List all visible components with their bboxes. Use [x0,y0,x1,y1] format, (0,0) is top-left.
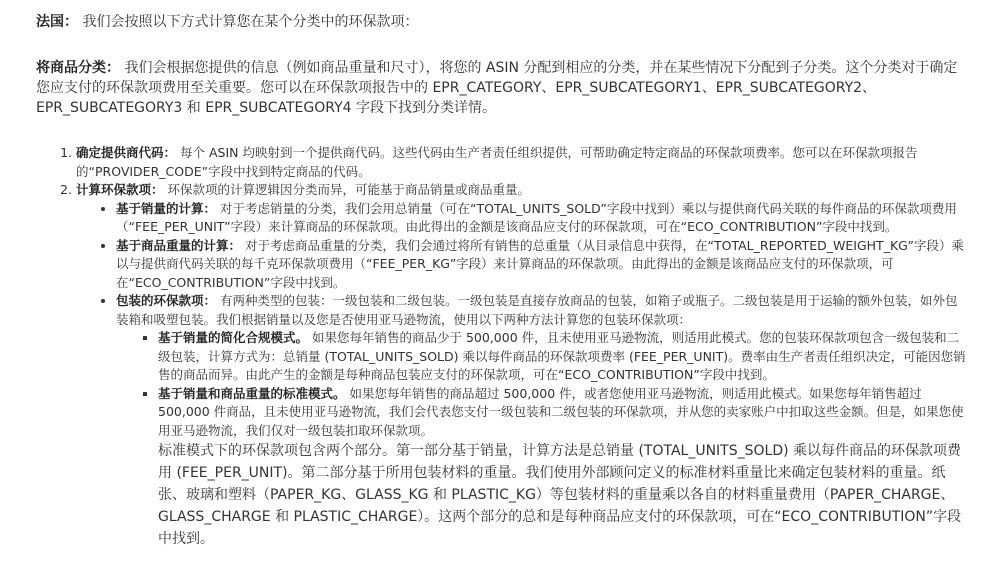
mode-label: 基于销量的简化合规模式。 [158,330,309,345]
mode-label: 基于销量和商品重量的标准模式。 [158,385,346,401]
calculation-methods-list [76,200,968,551]
mode-standard [158,385,968,551]
step-label: 确定提供商代码： [76,145,177,160]
method-text: 对于考虑销量的分类，我们会用总销量（可在“TOTAL_UNITS_SOLD”字段中找到）乘以与提供商代码关联的每件商品的环保款项费用（“FEE_PER_UNIT”字段）来计算商品的环保款项。由此得出的金额是该商品应支付的环保款项，可在“ECO_CONTRIBUTION”字段中找到。 [116,200,957,234]
packaging-modes-list [116,329,968,550]
intro-paragraph [36,12,968,32]
mode-text: 如果您每年销售的商品少于 500,000 件，且未使用亚马逊物流，则适用此模式。您的包装环保款项包含一级包装和二级包装，计算方式为：总销量 (TOTAL_UNITS_SOLD) 乘以每件商品的环保款项费率 (FEE_PER_UNIT)。费率由生产者责任组织决定，可能因您销售的商品而异。由此产生的金额是每种商品包装应支付的环保款项，可在“ECO_CONTRIBUTION”字段中找到。 [158,330,966,382]
steps-list [36,144,968,550]
mode-standard-detail: 标准模式下的环保款项包含两个部分。第一部分基于销量，计算方法是总销量 (TOTAL_UNITS_SOLD) 乘以每件商品的环保款项费用 (FEE_PER_UNIT)。第二部分基于所用包装材料的重量。我们使用外部顾问定义的标准材料重量比来确定包装材料的重量。纸张、玻璃和塑料（PAPER_KG、GLASS_KG 和 PLASTIC_KG）等包装材料的重量乘以各自的材料重量费用（PAPER_CHARGE、GLASS_CHARGE 和 PLASTIC_CHARGE）。这两个部分的总和是每种商品应支付的环保款项，可在“ECO_CONTRIBUTION”字段中找到。 [158,443,962,547]
categorize-label: 将商品分类： [36,60,120,76]
method-label: 包装的环保款项： [116,293,217,308]
intro-label: 法国： [36,14,78,30]
mode-simplified [158,329,968,385]
method-text: 对于考虑商品重量的分类，我们会通过将所有销售的总重量（从目录信息中获得，在“TOTAL_REPORTED_WEIGHT_KG”字段）乘以与提供商代码关联的每千克环保款项费用（“FEE_PER_KG”字段）来计算商品的环保款项。由此得出的金额是该商品应支付的环保款项，可在“ECO_CONTRIBUTION”字段中找到。 [116,237,965,290]
step-text: 环保款项的计算逻辑因分类而异，可能基于商品销量或商品重量。 [167,182,531,197]
step-calculate [76,181,968,550]
method-text: 有两种类型的包装：一级包装和二级包装。一级包装是直接存放商品的包装，如箱子或瓶子。二级包装是用于运输的额外包装，如外包装箱和吸塑包装。我们根据销量以及您是否使用亚马逊物流，使用以下两种方法计算您的包装环保款项： [116,293,958,327]
intro-text: 我们会按照以下方式计算您在某个分类中的环保款项： [82,14,419,30]
step-provider-code [76,144,968,181]
mode-text: 如果您每年销售的商品超过 500,000 件，或者您使用亚马逊物流，则适用此模式。如果您每年销售超过 500,000 件商品，且未使用亚马逊物流，我们会代表您支付一级包装和二级包装的环保款项，并从您的卖家账户中扣取这些金额。但是，如果您使用亚马逊物流，我们仅对一级包装扣取环保款项。 [158,385,964,438]
method-by-units [116,200,968,237]
method-by-weight [116,237,968,293]
step-label: 计算环保款项： [76,182,164,197]
method-packaging [116,292,968,550]
method-label: 基于商品重量的计算： [116,237,242,253]
method-label: 基于销量的计算： [116,200,217,216]
categorize-text: 我们会根据您提供的信息（例如商品重量和尺寸），将您的 ASIN 分配到相应的分类，并在某些情况下分配到子分类。这个分类对于确定您应支付的环保款项费用至关重要。您可以在环保款项报告中的 EPR_CATEGORY、EPR_SUBCATEGORY1、EPR_SUBCATEGORY2、EPR_SUBCATEGORY3 和 EPR_SUBCATEGORY4 字段下找到分类详情。 [36,60,958,116]
step-text: 每个 ASIN 均映射到一个提供商代码。这些代码由生产者责任组织提供，可帮助确定特定商品的环保款项费率。您可以在环保款项报告的“PROVIDER_CODE”字段中找到特定商品的代码。 [76,145,918,179]
categorize-paragraph [36,58,968,118]
